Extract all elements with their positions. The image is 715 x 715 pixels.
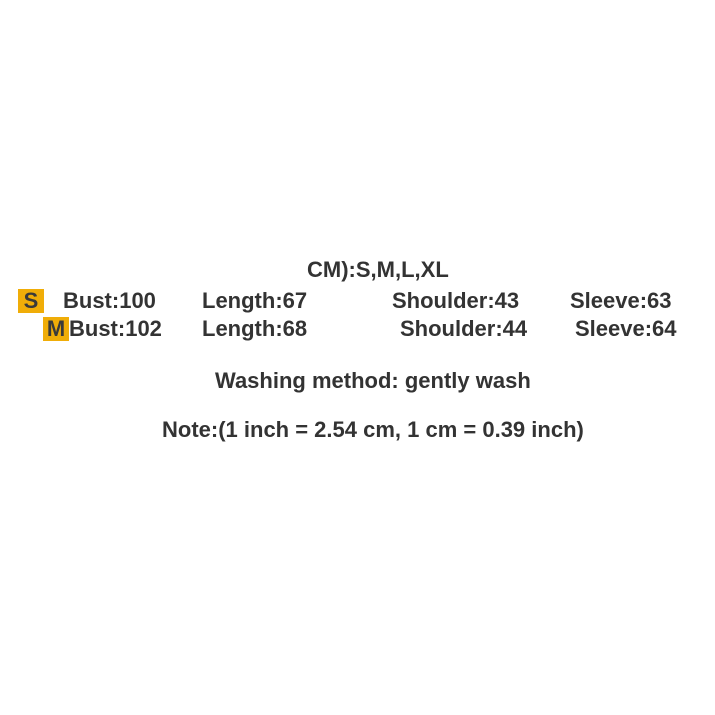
length-value-s: Length:67 (202, 288, 308, 313)
size-chart-title: CM):S,M,L,XL (307, 257, 449, 282)
sleeve-value-s: Sleeve:63 (570, 288, 672, 313)
bust-value-m: Bust:102 (69, 316, 162, 341)
size-badge-s: S (18, 289, 44, 313)
shoulder-value-m: Shoulder:44 (400, 316, 528, 341)
sleeve-value-m: Sleeve:64 (575, 316, 677, 341)
washing-method-text: Washing method: gently wash (215, 368, 531, 393)
size-badge-m: M (43, 317, 69, 341)
bust-value-s: Bust:100 (63, 288, 156, 313)
shoulder-value-s: Shoulder:43 (392, 288, 520, 313)
conversion-note-text: Note:(1 inch = 2.54 cm, 1 cm = 0.39 inch) (162, 417, 584, 442)
length-value-m: Length:68 (202, 316, 308, 341)
